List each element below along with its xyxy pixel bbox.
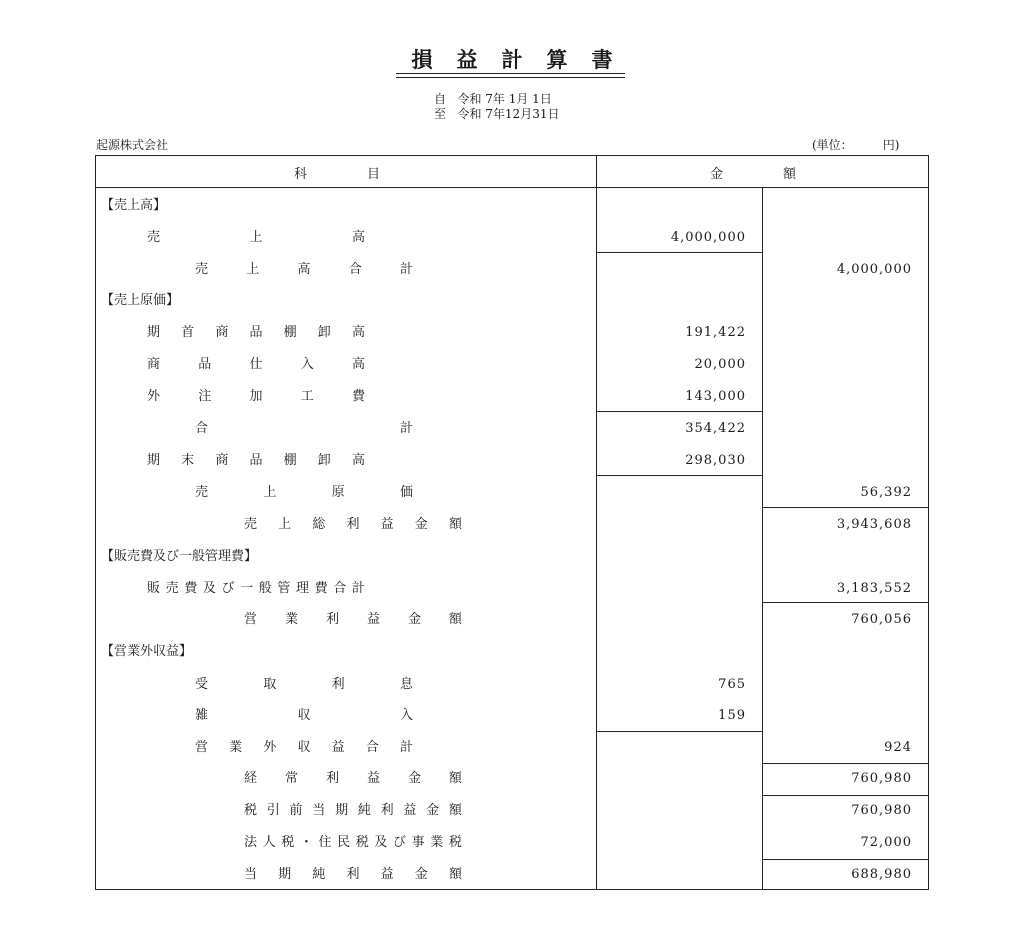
row-label: 売 上 総 利 益 金 額	[244, 517, 462, 532]
rule-net-income	[762, 859, 929, 860]
amount-col1: 20,000	[694, 357, 746, 372]
header-bottom-rule	[95, 187, 929, 188]
amount-col2: 760,056	[851, 612, 912, 627]
amount-col2: 760,980	[851, 771, 912, 786]
row-label: 当 期 純 利 益 金 額	[244, 867, 462, 882]
rule-operating-profit	[762, 602, 929, 603]
section-label: 【売上高】	[101, 198, 167, 213]
amount-col1: 765	[718, 677, 746, 692]
row-label: 期 首 商 品 棚 卸 高	[147, 325, 365, 340]
rule-sales-subtotal	[596, 252, 762, 253]
header-item: 科目	[294, 167, 441, 182]
row-label: 期 末 商 品 棚 卸 高	[147, 453, 365, 468]
row-label: 合 計	[195, 421, 413, 436]
period-to	[434, 107, 559, 122]
row-label: 外 注 加 工 費	[147, 389, 365, 404]
rule-nonop-total	[596, 731, 762, 732]
company-name: 起源株式会社	[96, 138, 169, 152]
amount-col2: 3,183,552	[836, 581, 912, 596]
rule-pretax-profit	[762, 795, 929, 796]
amount-col2: 3,943,608	[836, 517, 912, 532]
column-divider-item	[596, 155, 597, 890]
row-label: 税 引 前 当 期 純 利 益 金 額	[244, 803, 462, 818]
rule-gross-profit	[762, 507, 929, 508]
header-amount: 金額	[710, 167, 857, 182]
period-to-date: 令和 7年12月31日	[457, 107, 560, 121]
amount-col1: 354,422	[685, 421, 746, 436]
amount-col2: 4,000,000	[836, 262, 912, 277]
amount-col1: 143,000	[685, 389, 746, 404]
unit-value: 円)	[882, 138, 900, 152]
row-label: 売 上 原 価	[195, 485, 413, 500]
row-label: 販 売 費 及 び 一 般 管 理 費 合 計	[147, 581, 365, 596]
row-label: 法 人 税 ・ 住 民 税 及 び 事 業 税	[244, 835, 462, 850]
unit-label	[812, 136, 899, 153]
amount-col2: 760,980	[851, 803, 912, 818]
amount-col2: 56,392	[860, 485, 912, 500]
row-label: 雑 収 入	[195, 708, 413, 723]
rule-ordinary-profit	[762, 763, 929, 764]
amount-col1: 191,422	[685, 325, 746, 340]
row-label: 経 常 利 益 金 額	[244, 771, 462, 786]
amount-col2: 72,000	[860, 835, 912, 850]
row-label: 売 上 高	[147, 230, 365, 245]
row-label: 商 品 仕 入 高	[147, 357, 365, 372]
period-from-date: 令和 7年 1月 1日	[457, 92, 552, 106]
section-label: 【営業外収益】	[101, 644, 193, 659]
rule-purchase-total	[596, 411, 762, 412]
section-label: 【売上原価】	[101, 293, 180, 308]
section-label: 【販売費及び一般管理費】	[101, 549, 258, 564]
period-from-prefix: 自	[434, 92, 447, 106]
row-label: 営 業 利 益 金 額	[244, 612, 462, 627]
amount-col2: 688,980	[851, 867, 912, 882]
period-to-prefix: 至	[434, 107, 447, 121]
row-label: 営 業 外 収 益 合 計	[195, 740, 413, 755]
amount-col1: 4,000,000	[670, 230, 746, 245]
amount-col1: 159	[718, 708, 746, 723]
amount-col2: 924	[884, 740, 912, 755]
unit-prefix: (単位：	[812, 138, 853, 152]
period-from	[434, 92, 552, 107]
amount-col1: 298,030	[685, 453, 746, 468]
row-label: 売 上 高 合 計	[195, 262, 413, 277]
document-title: 損益計算書	[411, 47, 637, 72]
row-label: 受 取 利 息	[195, 677, 413, 692]
rule-cogs	[596, 475, 762, 476]
title-double-underline	[396, 73, 625, 78]
